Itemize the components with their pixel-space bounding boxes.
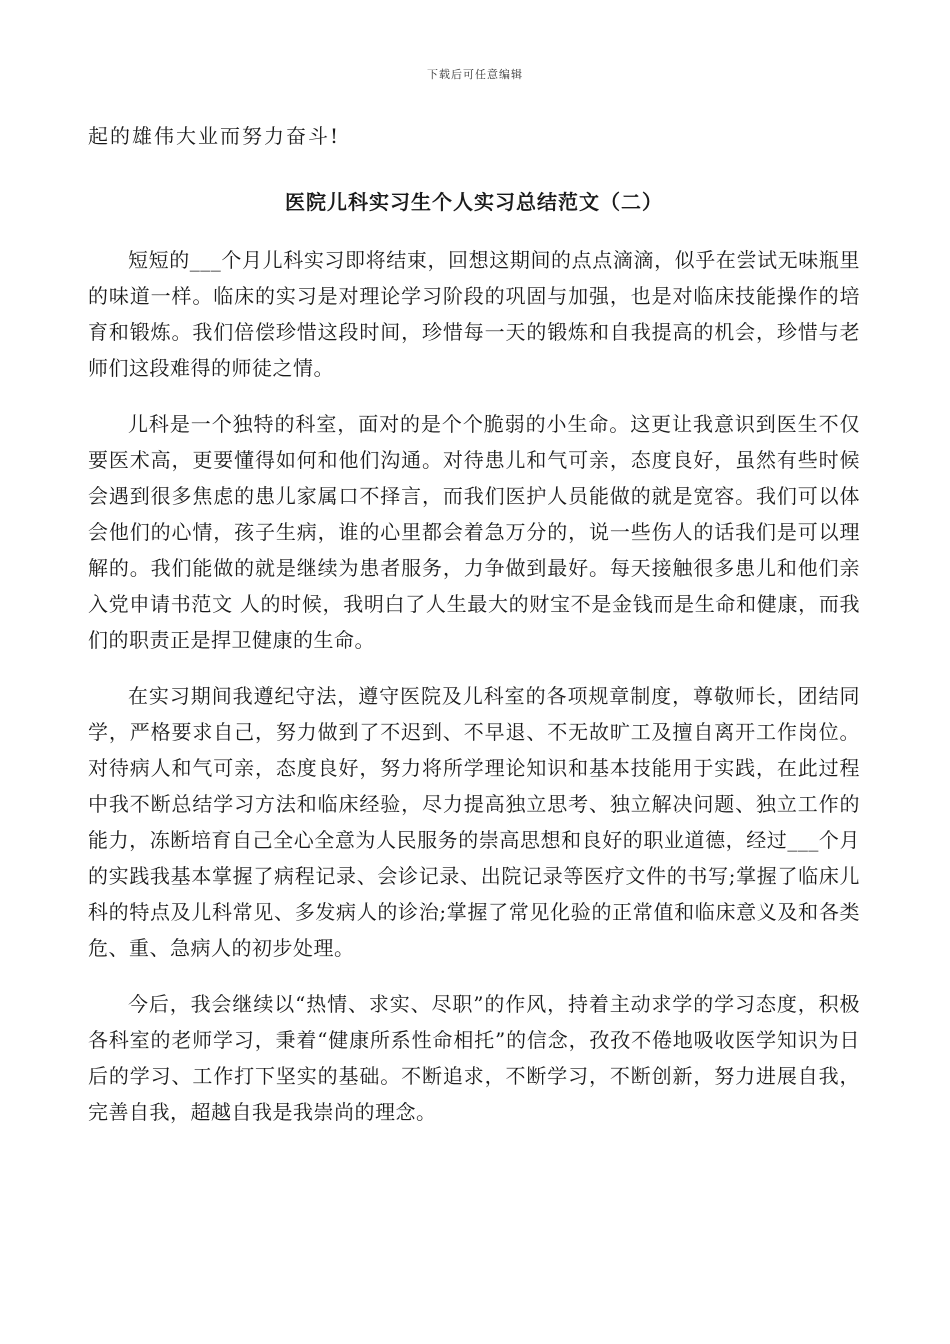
document-body — [88, 118, 860, 1150]
paragraph-2: 儿科是一个独特的科室，面对的是个个脆弱的小生命。这更让我意识到医生不仅要医术高，更要懂得如何和他们沟通。对待患儿和气可亲，态度良好，虽然有些时候会遇到很多焦虑的患儿家属口不择言，而我们医护人员能做的就是宽容。我们可以体会他们的心情，孩子生病，谁的心里都会着急万分的，说一些伤人的话我们是可以理解的。我们能做的就是继续为患者服务，力争做到最好。每天接触很多患儿和他们亲入党申请书范文 人的时候，我明白了人生最大的财宝不是金钱而是生命和健康，而我们的职责正是捍卫健康的生命。 — [88, 412, 860, 652]
paragraph-1: 短短的___个月儿科实习即将结束，回想这期间的点点滴滴，似乎在尝试无味瓶里的味道一样。临床的实习是对理论学习阶段的巩固与加强，也是对临床技能操作的培育和锻炼。我们倍偿珍惜这段时间，珍惜每一天的锻炼和自我提高的机会，珍惜与老师们这段难得的师徒之情。 — [88, 248, 860, 380]
header-note: 下载后可任意编辑 — [427, 68, 523, 81]
paragraph-3: 在实习期间我遵纪守法，遵守医院及儿科室的各项规章制度，尊敬师长，团结同学，严格要求自己，努力做到了不迟到、不早退、不无故旷工及擅自离开工作岗位。对待病人和气可亲，态度良好，努力将所学理论知识和基本技能用于实践，在此过程中我不断总结学习方法和临床经验，尽力提高独立思考、独立解决问题、独立工作的能力，冻断培育自己全心全意为人民服务的崇高思想和良好的职业道德，经过___个月的实践我基本掌握了病程记录、会诊记录、出院记录等医疗文件的书写;掌握了临床儿科的特点及儿科常见、多发病人的诊治;掌握了常见化验的正常值和临床意义及和各类危、重、急病人的初步处理。 — [88, 684, 860, 960]
paragraph-4: 今后，我会继续以“热情、求实、尽职”的作风，持着主动求学的学习态度，积极各科室的老师学习，秉着“健康所系性命相托”的信念，孜孜不倦地吸收医学知识为日后的学习、工作打下坚实的基础。不断追求，不断学习，不断创新，努力进展自我，完善自我，超越自我是我崇尚的理念。 — [88, 992, 860, 1124]
document-title: 医院儿科实习生个人实习总结范文（二） — [285, 190, 663, 214]
lead-line: 起的雄伟大业而努力奋斗! — [88, 124, 341, 148]
